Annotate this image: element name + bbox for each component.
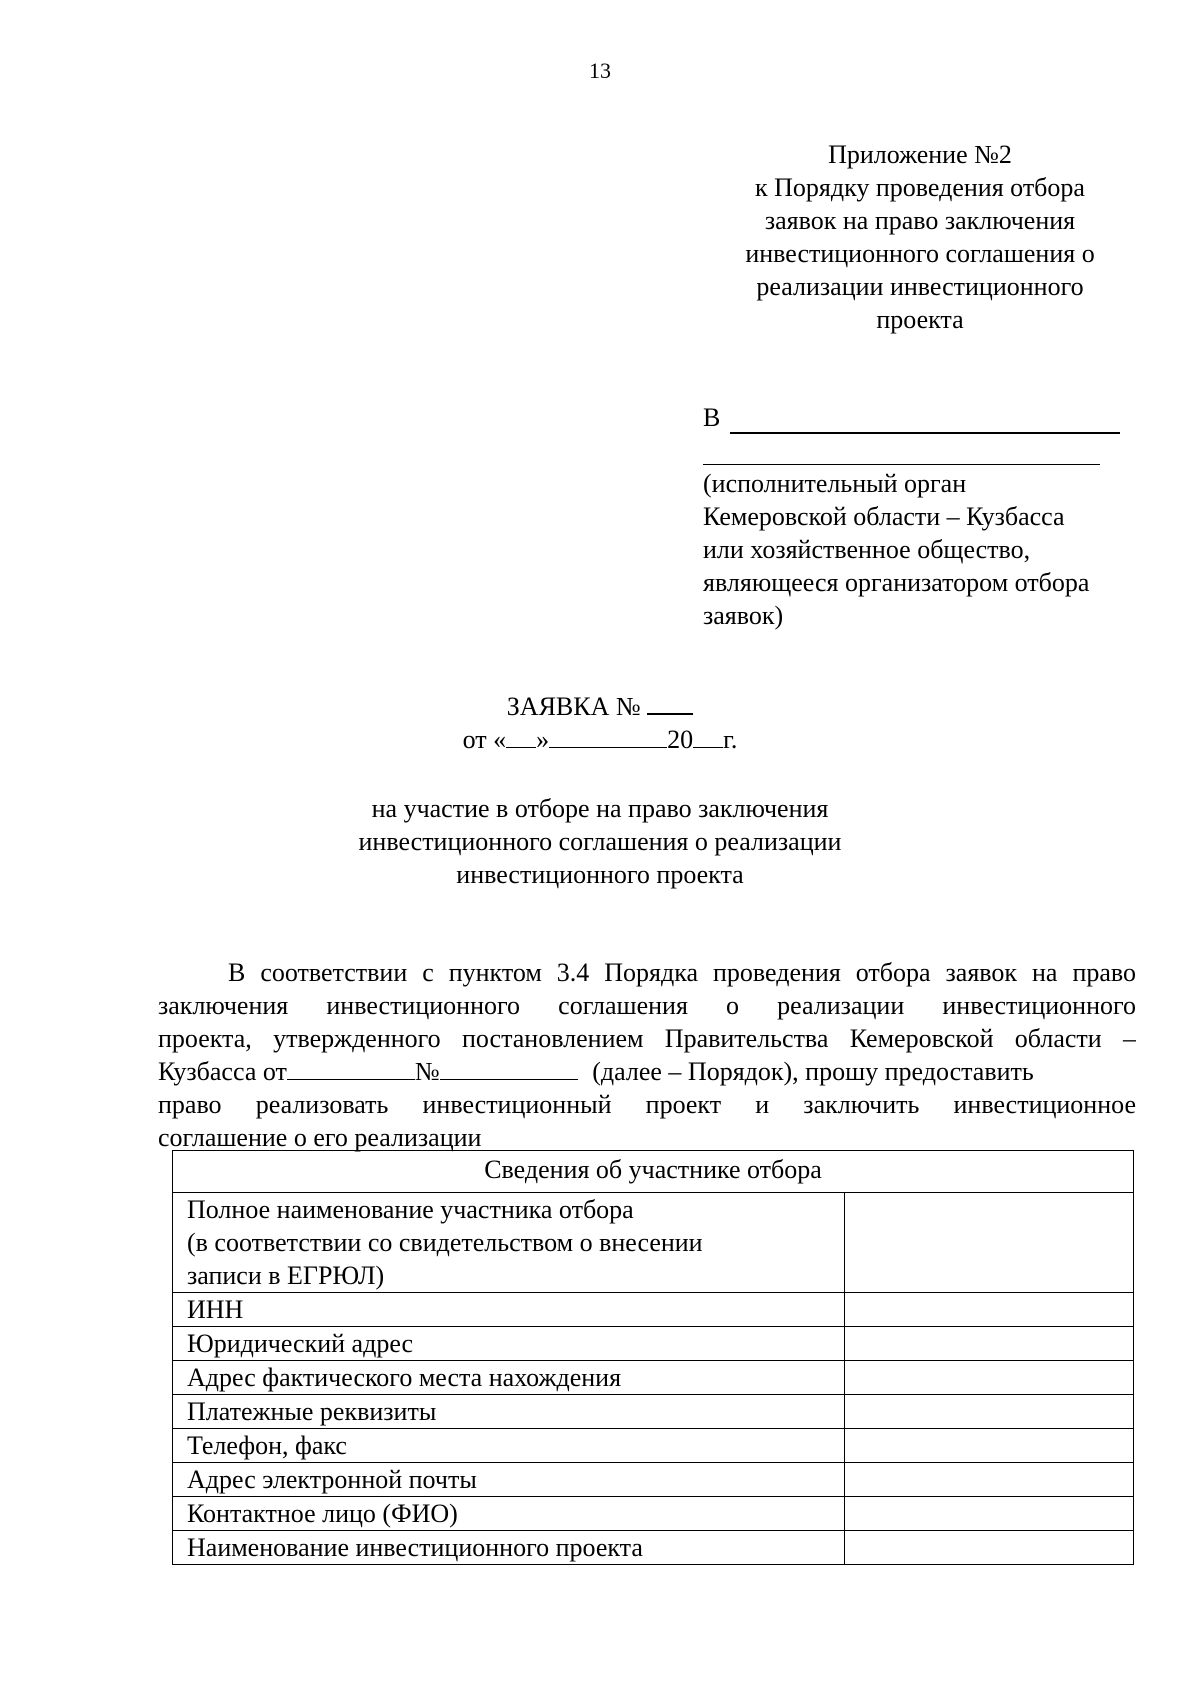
table-row-label xyxy=(173,1193,845,1293)
body-line: соглашение о его реализации xyxy=(158,1123,482,1152)
body-line: В соответствии с пунктом 3.4 Порядка проведения отбора заявок на право xyxy=(228,958,1136,987)
addressee-note-line: (исполнительный орган xyxy=(703,469,967,498)
table-row xyxy=(173,1193,1134,1293)
table-row-label: ИНН xyxy=(173,1293,845,1327)
table-row-value[interactable] xyxy=(844,1361,1133,1395)
table-row-value[interactable] xyxy=(844,1531,1133,1565)
application-number-blank[interactable] xyxy=(647,691,693,715)
addressee-note-line: являющееся организатором отбора xyxy=(703,568,1090,597)
table-row-label: Контактное лицо (ФИО) xyxy=(173,1497,845,1531)
table-row xyxy=(173,1293,1134,1327)
addressee-block xyxy=(703,398,1133,632)
appendix-line: проекта xyxy=(876,305,964,334)
appendix-header xyxy=(660,138,1180,336)
addressee-blank-2[interactable] xyxy=(703,434,1100,465)
table-row-label-line: Полное наименование участника отбора xyxy=(187,1195,634,1224)
table-row-value[interactable] xyxy=(844,1327,1133,1361)
purpose-line: на участие в отборе на право заключения xyxy=(371,794,829,823)
table-row-label: Наименование инвестиционного проекта xyxy=(173,1531,845,1565)
date-year: 20 xyxy=(667,725,694,754)
table-row xyxy=(173,1463,1134,1497)
appendix-line: инвестиционного соглашения о xyxy=(745,239,1095,268)
table-row-label-line: записи в ЕГРЮЛ) xyxy=(187,1261,385,1290)
table-row-label: Телефон, факс xyxy=(173,1429,845,1463)
date-suffix: г. xyxy=(723,725,738,754)
purpose-line: инвестиционного проекта xyxy=(456,860,744,889)
participant-info-table xyxy=(172,1150,1134,1565)
addressee-note-line: Кемеровской области – Кузбасса xyxy=(703,502,1065,531)
decree-number-blank[interactable] xyxy=(440,1055,578,1080)
table-row xyxy=(173,1361,1134,1395)
table-row-label: Платежные реквизиты xyxy=(173,1395,845,1429)
table-row-label: Адрес фактического места нахождения xyxy=(173,1361,845,1395)
decree-date-blank[interactable] xyxy=(287,1055,415,1080)
application-title-block xyxy=(0,690,1200,756)
table-row-value[interactable] xyxy=(844,1463,1133,1497)
date-year-blank[interactable] xyxy=(693,725,723,748)
body-text-fragment: Кузбасса от xyxy=(158,1057,287,1086)
application-title xyxy=(0,690,1200,723)
application-purpose xyxy=(0,792,1200,891)
appendix-line: заявок на право заключения xyxy=(764,206,1076,235)
body-line: заключения инвестиционного соглашения о реализации инвестиционного xyxy=(158,991,1136,1020)
body-text-fragment: № xyxy=(414,1057,440,1086)
table-row xyxy=(173,1429,1134,1463)
purpose-line: инвестиционного соглашения о реализации xyxy=(358,827,842,856)
table-row-label: Адрес электронной почты xyxy=(173,1463,845,1497)
appendix-line: Приложение №2 xyxy=(828,140,1012,169)
addressee-prefix: В xyxy=(703,403,721,432)
addressee-blank[interactable] xyxy=(730,406,1120,434)
table-header: Сведения об участнике отбора xyxy=(173,1151,1134,1193)
addressee-note xyxy=(703,467,1133,632)
addressee-note-line: или хозяйственное общество, xyxy=(703,535,1031,564)
date-prefix: от « xyxy=(462,725,507,754)
table-row-value[interactable] xyxy=(844,1193,1133,1293)
table-row xyxy=(173,1327,1134,1361)
table-row-value[interactable] xyxy=(844,1293,1133,1327)
addressee-line xyxy=(703,398,1133,434)
application-date xyxy=(0,723,1200,756)
addressee-note-line: заявок) xyxy=(703,601,784,630)
body-line xyxy=(158,1055,1136,1088)
table-row-value[interactable] xyxy=(844,1429,1133,1463)
table-row xyxy=(173,1497,1134,1531)
table-row-value[interactable] xyxy=(844,1497,1133,1531)
appendix-line: к Порядку проведения отбора xyxy=(755,173,1085,202)
body-text-fragment: (далее – Порядок), прошу предоставить xyxy=(592,1057,1034,1086)
appendix-line: реализации инвестиционного xyxy=(756,272,1084,301)
body-line: проекта, утвержденного постановлением Правительства Кемеровской области – xyxy=(158,1024,1136,1053)
table-row-value[interactable] xyxy=(844,1395,1133,1429)
date-day-blank[interactable] xyxy=(506,725,536,748)
application-title-text: ЗАЯВКА № xyxy=(506,692,641,721)
table-row xyxy=(173,1395,1134,1429)
body-line: право реализовать инвестиционный проект и заключить инвестиционное xyxy=(158,1090,1136,1119)
page-number: 13 xyxy=(589,58,611,83)
body-paragraph xyxy=(158,956,1136,1154)
date-mid: » xyxy=(536,725,550,754)
table-row xyxy=(173,1531,1134,1565)
table-row-label: Юридический адрес xyxy=(173,1327,845,1361)
table-row-label-line: (в соответствии со свидетельством о внесении xyxy=(187,1228,703,1257)
table-header-row xyxy=(173,1151,1134,1193)
date-month-blank[interactable] xyxy=(549,725,667,748)
